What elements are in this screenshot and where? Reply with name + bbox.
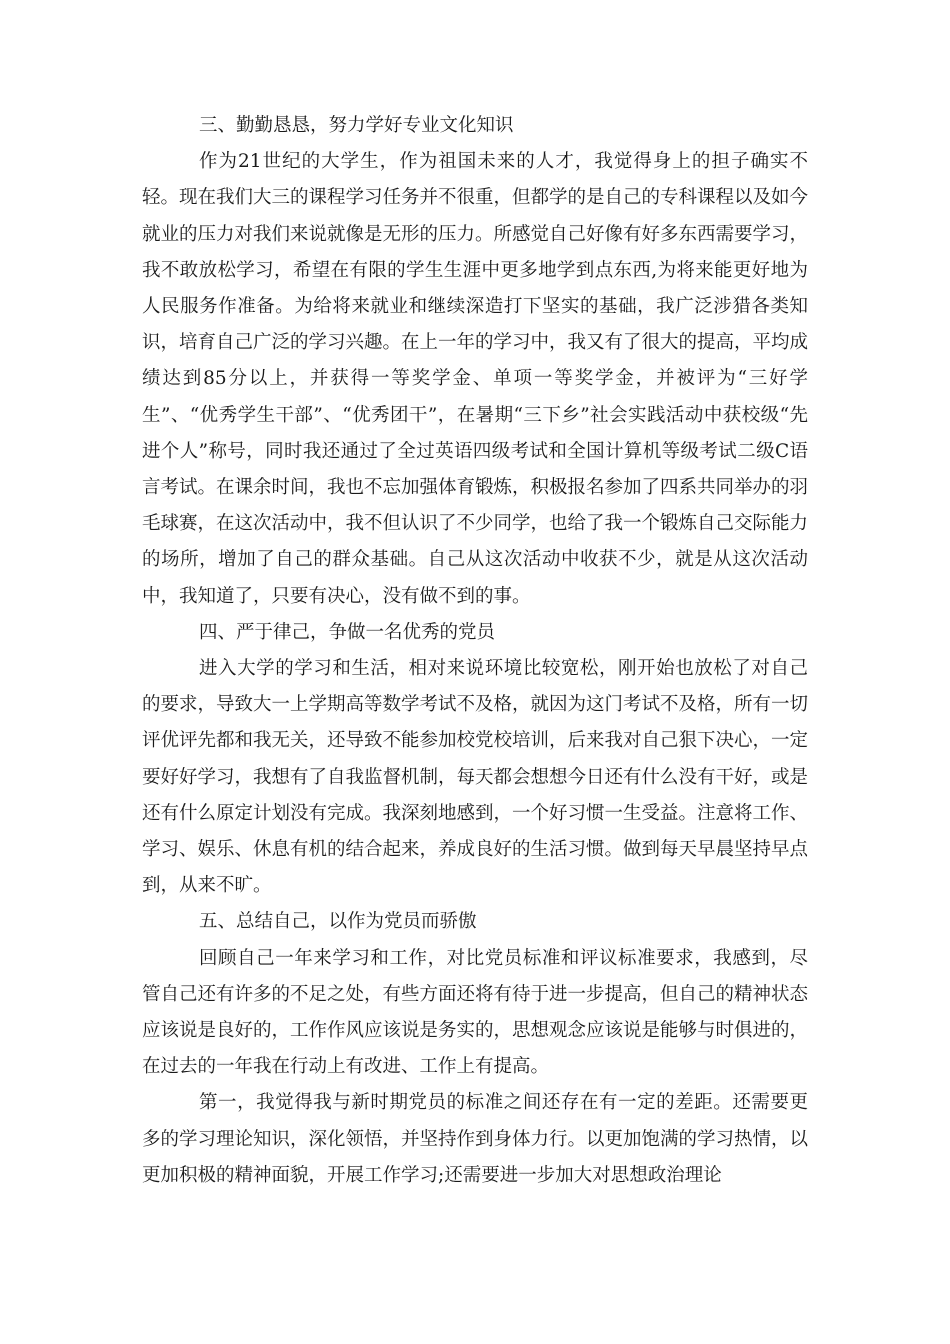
section-4-heading: 四、严于律己，争做一名优秀的党员 [199,621,496,643]
document-body [142,108,808,1194]
section-3-paragraph: 作为21世纪的大学生，作为祖国未来的人才，我觉得身上的担子确实不轻。现在我们大三的课程学习任务并不很重，但都学的是自己的专科课程以及如今就业的压力对我们来说就像是无形的压力。所感觉自己好像有好多东西需要学习，我不敢放松学习，希望在有限的学生生涯中更多地学到点东西,为将来能更好地为人民服务作准备。为给将来就业和继续深造打下坚实的基础，我广泛涉猎各类知识，培育自己广泛的学习兴趣。在上一年的学习中，我又有了很大的提高，平均成绩达到85分以上，并获得一等奖学金、单项一等奖学金，并被评为“三好学生”、“优秀学生干部”、“优秀团干”，在暑期“三下乡”社会实践活动中获校级“先进个人”称号，同时我还通过了全过英语四级考试和全国计算机等级考试二级C语言考试。在课余时间，我也不忘加强体育锻炼，积极报名参加了四系共同举办的羽毛球赛，在这次活动中，我不但认识了不少同学，也给了我一个锻炼自己交际能力的场所，增加了自己的群众基础。自己从这次活动中收获不少，就是从这次活动中，我知道了，只要有决心，没有做不到的事。 [142,151,809,607]
section-5-paragraph-2: 第一，我觉得我与新时期党员的标准之间还存在有一定的差距。还需要更多的学习理论知识，深化领悟，并坚持作到身体力行。以更加饱满的学习热情，以更加积极的精神面貌，开展工作学习;还需要进一步加大对思想政治理论 [142,1092,809,1186]
section-4-paragraph: 进入大学的学习和生活，相对来说环境比较宽松，刚开始也放松了对自己的要求，导致大一上学期高等数学考试不及格，就因为这门考试不及格，所有一切评优评先都和我无关，还导致不能参加校党校培训，后来我对自己狠下决心，一定要好好学习，我想有了自我监督机制，每天都会想想今日还有什么没有干好，或是还有什么原定计划没有完成。我深刻地感到，一个好习惯一生受益。注意将工作、学习、娱乐、休息有机的结合起来，养成良好的生活习惯。做到每天早晨坚持早点到，从来不旷。 [142,658,809,897]
section-3-heading: 三、勤勤恳恳，努力学好专业文化知识 [199,115,514,136]
section-5-paragraph-1: 回顾自己一年来学习和工作，对比党员标准和评议标准要求，我感到，尽管自己还有许多的不足之处，有些方面还将有待于进一步提高，但自己的精神状态应该说是良好的，工作作风应该说是务实的，思想观念应该说是能够与时俱进的，在过去的一年我在行动上有改进、工作上有提高。 [142,947,809,1078]
section-5-heading: 五、总结自己，以作为党员而骄傲 [199,911,477,933]
